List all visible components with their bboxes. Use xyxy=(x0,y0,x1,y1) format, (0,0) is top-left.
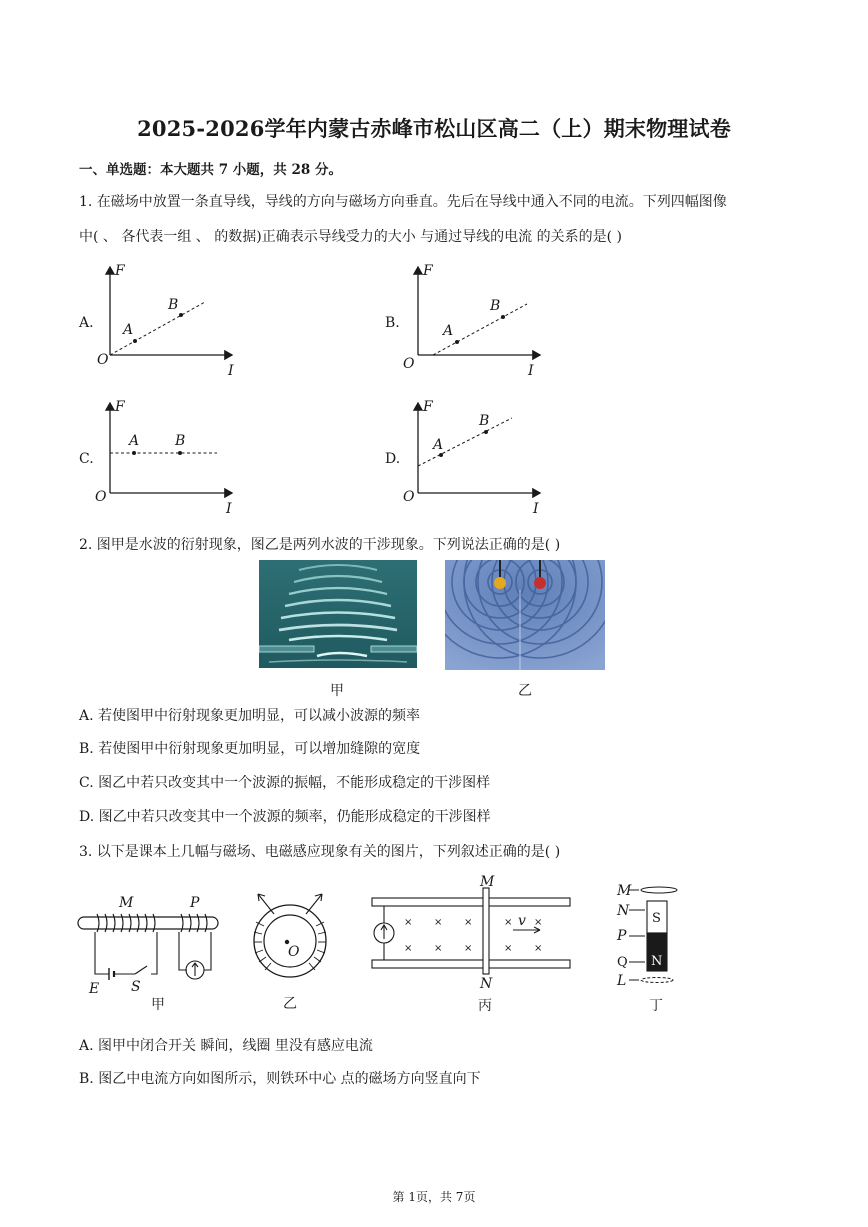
svg-text:×: × xyxy=(504,943,513,954)
point-a-label: A xyxy=(123,322,134,338)
page-footer: 第 1页，共 7页 xyxy=(392,1190,476,1204)
q3-figure-bing xyxy=(368,874,578,1018)
q3-figure-jia xyxy=(75,892,225,1013)
svg-text:×: × xyxy=(504,917,513,928)
label-e: E xyxy=(89,981,100,997)
point-b-label: B xyxy=(490,298,501,314)
label-q: Q xyxy=(617,955,628,970)
label-o: O xyxy=(288,944,300,960)
q1-graph-b[interactable] xyxy=(403,262,553,386)
q1-graph-c[interactable] xyxy=(95,398,245,522)
x-axis-label: I xyxy=(533,501,539,517)
q1-option-a-label: A. xyxy=(79,315,94,331)
label-m: M xyxy=(119,895,134,911)
point-b-label: B xyxy=(175,433,186,449)
page-title: 2025-2026学年内蒙古赤峰市松山区高二（上）期末物理试卷 xyxy=(137,116,731,141)
q3-figure-yi xyxy=(250,884,340,1013)
q1-graph-a[interactable] xyxy=(95,262,245,386)
caption-yi: 乙 xyxy=(283,996,297,1012)
caption-yi: 乙 xyxy=(518,683,532,699)
q2-option-b[interactable]: B. 若使图甲中衍射现象更加明显，可以增加缝隙的宽度 xyxy=(79,741,421,757)
q1-stem-line2: 中( 、 各代表一组 、 的数据)正确表示导线受力的大小 与通过导线的电流 的关系的是( ) xyxy=(79,229,622,245)
q1-option-c-label: C. xyxy=(79,451,94,467)
q1-stem-line1: 1. 在磁场中放置一条直导线，导线的方向与磁场方向垂直。先后在导线中通入不同的电流。下列四幅图像 xyxy=(79,194,727,210)
caption-ding: 丁 xyxy=(649,998,663,1014)
q1-option-b-label: B. xyxy=(385,315,400,331)
q2-option-d[interactable]: D. 图乙中若只改变其中一个波源的频率，仍能形成稳定的干涉图样 xyxy=(79,809,491,825)
label-l: L xyxy=(617,973,627,989)
svg-text:×: × xyxy=(404,917,413,928)
svg-text:×: × xyxy=(534,943,543,954)
diffraction-photo xyxy=(259,560,417,672)
x-axis-label: I xyxy=(226,501,232,517)
caption-bing: 丙 xyxy=(478,998,492,1014)
q1-graph-d[interactable] xyxy=(403,398,553,522)
y-axis-label: F xyxy=(115,399,125,415)
svg-text:×: × xyxy=(434,943,443,954)
svg-text:×: × xyxy=(534,917,543,928)
point-a-label: A xyxy=(443,323,454,339)
svg-text:×: × xyxy=(404,943,413,954)
origin-label: O xyxy=(95,489,107,505)
q2-option-a[interactable]: A. 若使图甲中衍射现象更加明显，可以减小波源的频率 xyxy=(79,708,421,724)
point-b-label: B xyxy=(479,413,490,429)
label-n: N xyxy=(480,976,493,992)
y-axis-label: F xyxy=(423,263,433,279)
section-heading: 一、单选题：本大题共 7 小题，共 28 分。 xyxy=(79,162,342,178)
svg-text:×: × xyxy=(464,943,473,954)
q3-option-a[interactable]: A. 图甲中闭合开关 瞬间，线圈 里没有感应电流 xyxy=(79,1038,373,1054)
origin-label: O xyxy=(403,489,415,505)
q2-stem: 2. 图甲是水波的衍射现象，图乙是两列水波的干涉现象。下列说法正确的是( ) xyxy=(79,537,561,553)
x-axis-label: I xyxy=(528,363,534,379)
point-a-label: A xyxy=(129,433,140,449)
svg-text:×: × xyxy=(434,917,443,928)
label-m: M xyxy=(617,883,632,899)
label-n: N xyxy=(617,903,630,919)
caption-jia: 甲 xyxy=(151,997,165,1013)
origin-label: O xyxy=(403,356,415,372)
x-axis-label: I xyxy=(228,363,234,379)
q1-option-d-label: D. xyxy=(385,451,401,467)
caption-jia: 甲 xyxy=(330,683,344,699)
y-axis-label: F xyxy=(115,263,125,279)
interference-photo xyxy=(445,560,605,674)
svg-text:×: × xyxy=(464,917,473,928)
q3-option-b[interactable]: B. 图乙中电流方向如图所示，则铁环中心 点的磁场方向竖直向下 xyxy=(79,1071,481,1087)
label-p: P xyxy=(190,895,200,911)
label-p: P xyxy=(617,928,627,944)
origin-label: O xyxy=(97,352,109,368)
label-s: S xyxy=(131,979,141,995)
q2-option-c[interactable]: C. 图乙中若只改变其中一个波源的振幅，不能形成稳定的干涉图样 xyxy=(79,775,491,791)
point-b-label: B xyxy=(168,297,179,313)
q3-stem: 3. 以下是课本上几幅与磁场、电磁感应现象有关的图片，下列叙述正确的是( ) xyxy=(79,844,561,860)
q3-figure-ding xyxy=(615,879,700,1023)
n-pole: N xyxy=(651,954,663,969)
s-pole: S xyxy=(652,911,661,926)
y-axis-label: F xyxy=(423,399,433,415)
label-m: M xyxy=(480,874,495,890)
point-a-label: A xyxy=(433,437,444,453)
label-v: v xyxy=(518,913,526,929)
